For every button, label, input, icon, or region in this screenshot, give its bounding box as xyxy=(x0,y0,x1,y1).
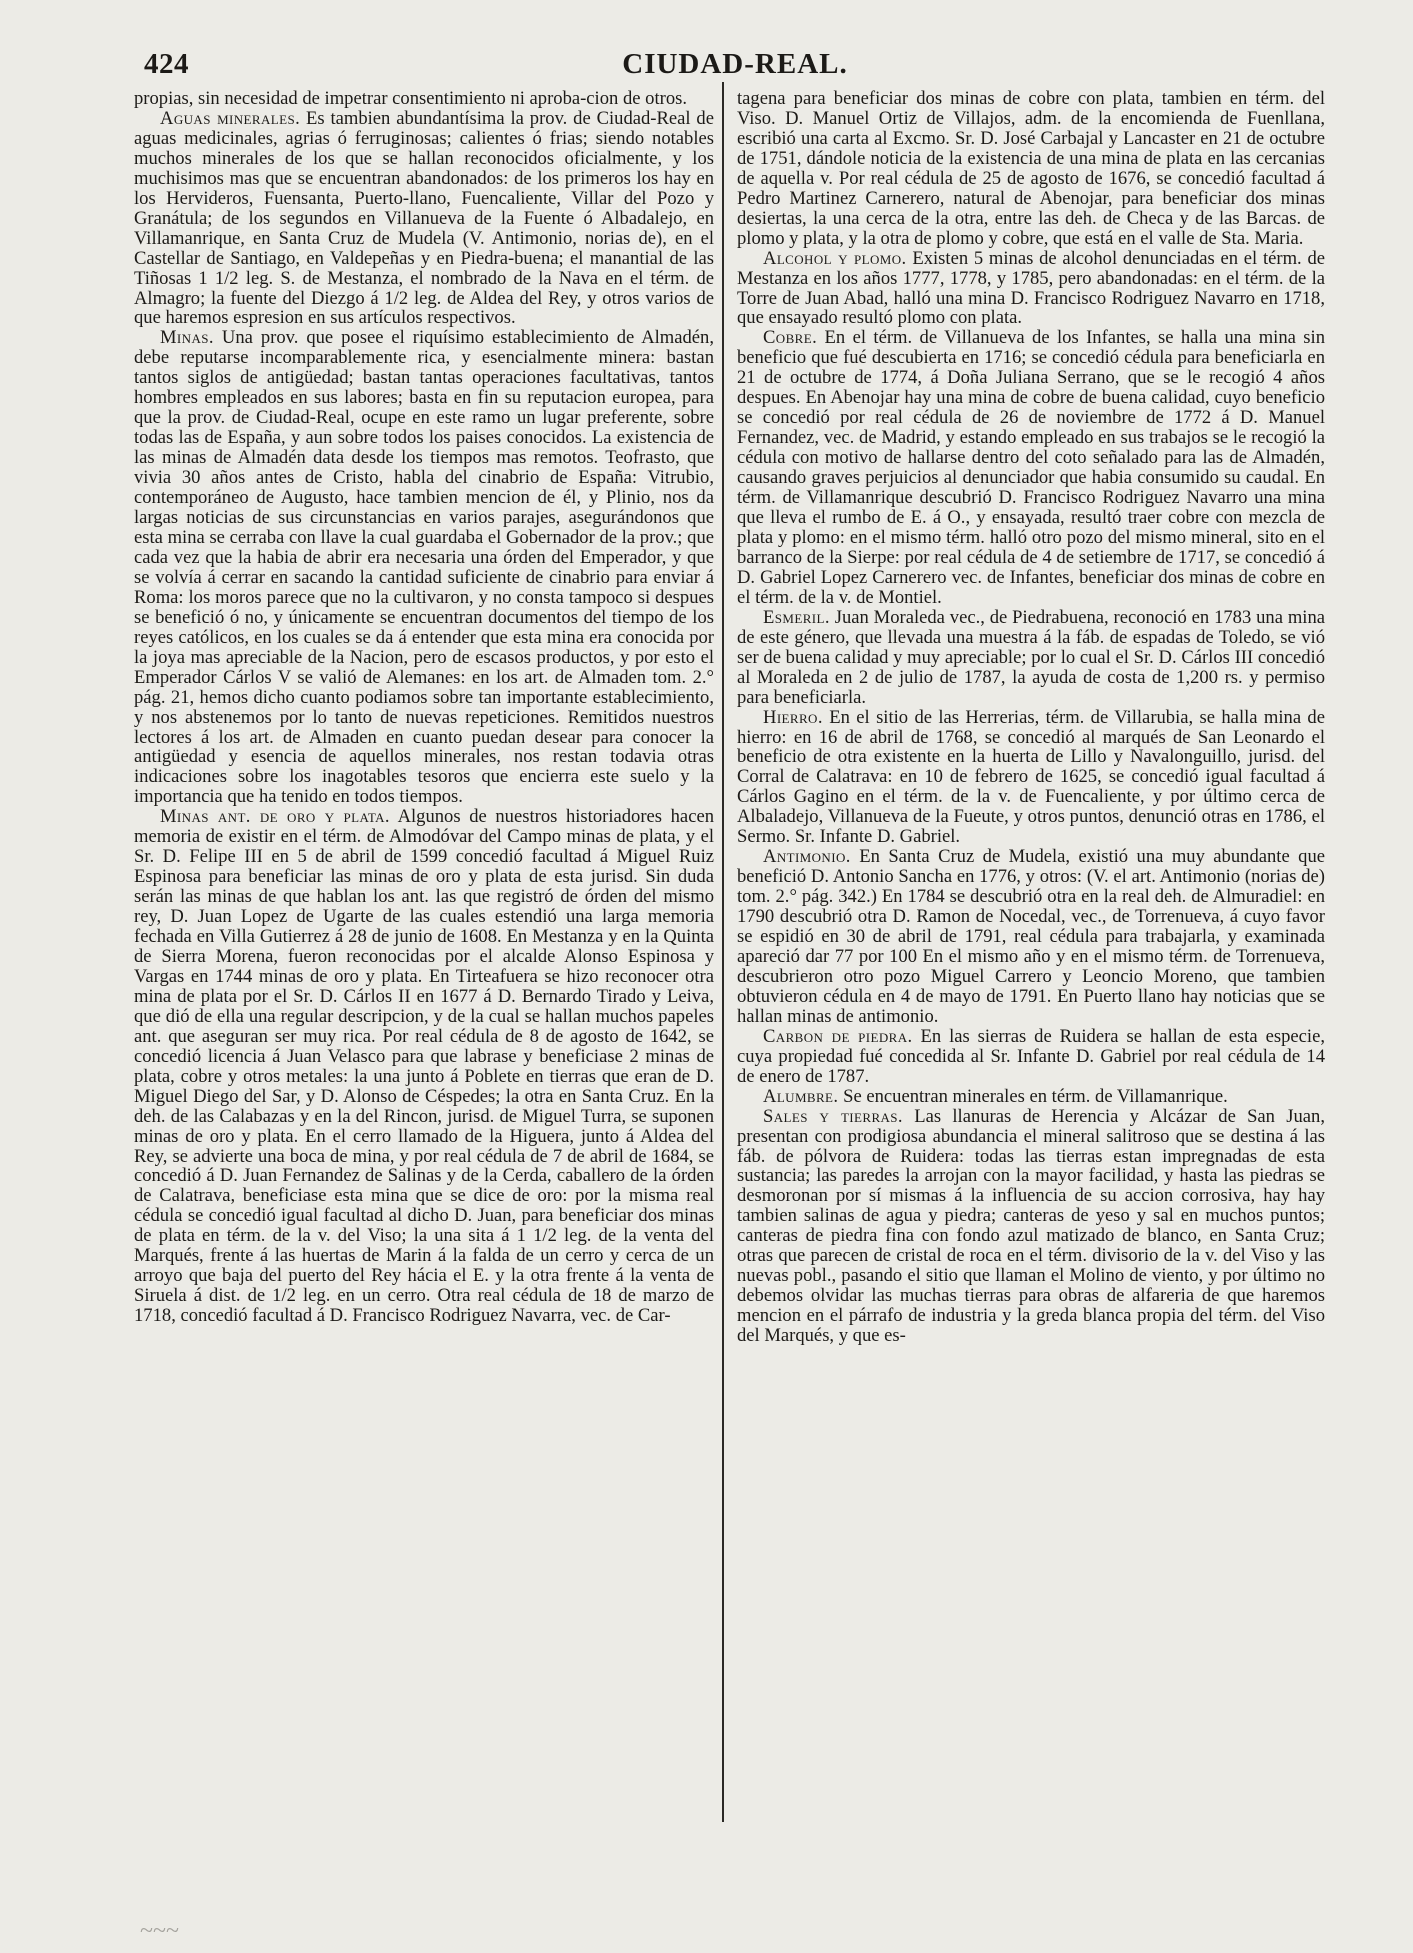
paragraph-text: Algunos de nuestros historiadores hacen memoria de existir en el térm. de Almodóvar del Campo minas de plata, y el Sr. D. Felipe III en 5 de abril de 1599 concedió facultad á Miguel Ruiz Espinosa para beneficiar las minas de oro y plata de esta jurisd. Sin duda serán las minas de que hablan los ant. las que registró de órden del mismo rey, D. Juan Lopez de Ugarte de las cuales estendió una larga memoria fechada en Villa Gutierrez á 28 de junio de 1608. En Mestanza y en la Quinta de Sierra Morena, fueron reconocidas por el alcalde Alonso Espinosa y Vargas en 1744 minas de oro y plata. En Tirteafuera se hizo reconocer otra mina de plata por el Sr. D. Cárlos II en 1677 á D. Bernardo Tirado y Leiva, que dió de ella una regular descripcion, y de la cual se hallan muchos papeles ant. que aseguran ser muy rica. Por real cédula de 8 de agosto de 1642, se concedió licencia á Juan Velasco para que labrase y beneficiase 2 minas de plata, cobre y otros metales: la una junto á Poblete en tierras que eran de D. Miguel Diego del Sar, y D. Alonso de Céspedes; la otra en Santa Cruz. En la deh. de las Calabazas y en la del Rincon, jurisd. de Miguel Turra, se suponen minas de oro y plata. En el cerro llamado de la Higuera, junto á Aldea del Rey, se advierte una boca de mina, y por real cédula de 7 de abril de 1684, se concedió á D. Juan Fernandez de Salinas y de la Cerda, caballero de la órden de Calatrava, beneficiase esta mina que se dice de oro: por la misma real cédula se concedió igual facultad al dicho D. Juan, para beneficiar dos minas de plata en térm. de la v. del Viso; la una sita á 1 1/2 leg. de la venta del Marqués, frente á las huertas de Marin á la falda de un cerro y cerca de un arroyo que baja del puerto del Rey hácia el E. y la otra frente á la venta de Siruela á dist. de 1/2 leg. en un cerro. Otra real cédula de 18 de marzo de 1718, concedió facultad á D. Francisco Rodriguez Navarra, vec. de Car- xyxy=(134,806,714,1327)
paragraph-aguas-minerales xyxy=(134,109,714,328)
paragraph-minas xyxy=(134,328,714,807)
running-title: CIUDAD-REAL. xyxy=(622,48,848,80)
section-heading: Minas. xyxy=(160,327,214,349)
paragraph-esmeril xyxy=(737,608,1325,708)
paragraph-text: Es tambien abundantísima la prov. de Ciudad-Real de aguas medicinales, agrias ó ferruginosas; calientes ó frias; siendo notables muchos minerales de los que se hallan reconocidos oficialmente, y los muchisimos mas que se encuentran abandonados: de los primeros los hay en los Hervideros, Fuensanta, Puerto-llano, Fuencaliente, Villar del Pozo y Granátula; de los segundos en Villanueva de la Fuente ó Albadalejo, en Villamanrique, en Santa Cruz de Mudela (V. Antimonio, norias de), en el Castellar de Santiago, en Valdepeñas y en Piedra-buena; el manantial de las Tiñosas 1 1/2 leg. S. de Mestanza, el nombrado de la Nava en el térm. de Almagro; la fuente del Diezgo á 1/2 leg. de Aldea del Rey, y otros varios de que haremos espresion en sus artículos respectivos. xyxy=(134,107,714,329)
section-heading: Cobre. xyxy=(763,327,818,349)
section-heading: Hierro. xyxy=(763,706,823,728)
section-heading: Minas ant. de oro y plata. xyxy=(160,806,390,828)
column-divider xyxy=(722,82,724,1822)
left-column xyxy=(134,89,714,1326)
paragraph-cobre xyxy=(737,328,1325,607)
paragraph-text: Existen 5 minas de alcohol denunciadas en el térm. de Mestanza en los años 1777, 1778, y 1785, pero abandonadas: en el térm. de la Torre de Juan Abad, halló una mina D. Francisco Rodriguez Navarro en 1718, que ensayado resultó plomo con plata. xyxy=(737,247,1325,329)
section-heading: Alcohol y plomo. xyxy=(763,247,907,269)
right-column xyxy=(737,89,1325,1346)
paragraph-text: Las llanuras de Herencia y Alcázar de San Juan, presentan con prodigiosa abundancia el mineral salitroso que se destina á las fáb. de pólvora de Ruidera: todas las tierras estan impregnadas de esta sustancia; las paredes la arrojan con la mayor facilidad, y hasta las piedras se desmoronan por sí mismas á la influencia de su accion corrosiva, hay hay tambien salinas de agua y piedra; canteras de yeso y sal en muchos puntos; canteras de piedra fina con fondo azul matizado de blanco, en Santa Cruz; otras que parecen de cristal de roca en el térm. divisorio de la v. del Viso y las nuevas pobl., pasando el sitio que llaman el Molino de viento, y por último no debemos olvidar las muchas tierras para obras de alfareria de que haremos mencion en el párrafo de industria y la greda blanca propia del térm. del Viso del Marqués, y que es- xyxy=(737,1105,1325,1347)
paragraph-sales-tierras xyxy=(737,1107,1325,1346)
paragraph-text: En Santa Cruz de Mudela, existió una muy abundante que benefició D. Antonio Sancha en 1776, y otros: (V. el art. Antimonio (norias de) tom. 2.° pág. 342.) En 1784 se descubrió otra en la real deh. de Almuradiel: en 1790 descubrió otra D. Ramon de Nocedal, vec., de Torrenueva, á cuyo favor se espidió en 30 de abril de 1791, real cédula para trabajarla, y examinada apareció dar 77 por 100 En el mismo año y en el mismo térm. de Torrenueva, descubrieron otro pozo Miguel Carrero y Leoncio Moreno, que tambien obtuvieron cédula en 4 de mayo de 1791. En Puerto llano hay noticias que se hallan minas de antimonio. xyxy=(737,846,1325,1027)
paragraph-text: En las sierras de Ruidera se hallan de esta especie, cuya propiedad fué concedida al Sr. Infante D. Gabriel por real cédula de 14 de enero de 1787. xyxy=(737,1025,1325,1087)
paragraph-text: En el sitio de las Herrerias, térm. de Villarubia, se halla mina de hierro: en 16 de abril de 1768, se concedió al marqués de San Leonardo el beneficio de otra existente en la huerta de Lillo y Navalonguillo, jurisd. del Corral de Calatrava: en 10 de febrero de 1625, se concedió igual facultad á Cárlos Gagino en el térm. de la v. de Fuencaliente, y por último cerca de Albaladejo, Villanueva de la Fueute, y otros puntos, denunció otras en 1786, el Sermo. Sr. Infante D. Gabriel. xyxy=(737,706,1325,848)
footer-smudge-mark: ~~~ xyxy=(140,1918,179,1944)
paragraph-alumbre xyxy=(737,1087,1325,1107)
paragraph-minas-oro-plata xyxy=(134,807,714,1326)
section-heading: Antimonio. xyxy=(763,846,851,868)
section-heading: Alumbre. xyxy=(763,1085,839,1107)
paragraph-text: tagena para beneficiar dos minas de cobre con plata, tambien en térm. del Viso. D. Manuel Ortiz de Villajos, adm. de la encomienda de Fuenllana, escribió una carta al Excmo. Sr. D. José Carbajal y Lancaster en 21 de octubre de 1751, dándole noticia de la existencia de una mina de plata en las cercanias de aquella v. Por real cédula de 25 de agosto de 1676, se concedió facultad á Pedro Martinez Carnerero, natural de Abenojar, para beneficiar dos minas desiertas, la una cerca de la otra, entre las deh. de Checa y de las Barcas. de plomo y plata, y la otra de plomo y cobre, que está en el valle de Sta. Maria. xyxy=(737,88,1325,249)
paragraph-carbon-piedra xyxy=(737,1027,1325,1087)
section-heading: Sales y tierras. xyxy=(763,1105,903,1127)
section-heading: Esmeril. xyxy=(763,606,830,628)
section-heading: Carbon de piedra. xyxy=(763,1025,913,1047)
paragraph-continuation xyxy=(134,89,714,109)
paragraph-text: propias, sin necesidad de impetrar consentimiento ni aproba-cion de otros. xyxy=(134,88,688,109)
paragraph-text: Una prov. que posee el riquísimo establecimiento de Almadén, debe reputarse incomparablemente rica, y esencialmente minera: bastan tantos siglos de antigüedad; bastan tantas operaciones facultativas, tantos hombres empleados en sus labores; basta en fin su reputacion europea, para que la prov. de Ciudad-Real, ocupe en este ramo un lugar preferente, sobre todas las de España, y aun sobre todos los paises conocidos. La existencia de las minas de Almadén data desde los tiempos mas remotos. Teofrasto, que vivia 30 años antes de Cristo, habla del cinabrio de España: Vitrubio, contemporáneo de Augusto, hace tambien mencion de él, y Plinio, nos da largas noticias de sus circunstancias en varios parajes, asegurándonos que esta mina se cerraba con llave la cual guardaba el Gobernador de la prov.; que cada vez que la habia de abrir era necesaria una órden del Emperador, y que se volvía á cerrar en sacando la cantidad suficiente de cinabrio para enviar á Roma: los moros parece que no la cultivaron, y no consta tampoco si despues se benefició ó no, y únicamente se encuentran documentos del tiempo de los reyes católicos, en los cuales se da á entender que esta mina era conocida por la joya mas apreciable de la Nacion, pero de escasos productos, y por esto el Emperador Cárlos V se valió de Alemanes: en los art. de Almaden tom. 2.° pág. 21, hemos dicho cuanto podiamos sobre tan importante establecimiento, y nos abstenemos por lo tanto de nuevas repeticiones. Remitidos nuestros lectores á los art. de Almaden en cuanto puedan desear para conocer la antigüedad y esencia de aquellos minerales, nos restan todavia otras indicaciones sobre los inagotables tesoros que encierra este suelo y la importancia que ha tenido en todos tiempos. xyxy=(134,327,714,808)
paragraph-hierro xyxy=(737,708,1325,848)
section-heading: Aguas minerales. xyxy=(160,107,301,129)
page-number: 424 xyxy=(144,48,189,80)
paragraph-text: Juan Moraleda vec., de Piedrabuena, reconoció en 1783 una mina de este género, que llevada una muestra á la fáb. de espadas de Toledo, se vió ser de buena calidad y muy apreciable; por lo cual el Sr. D. Cárlos III concedió al Moraleda en 2 de julio de 1787, la ayuda de costa de 1,200 rs. y permiso para beneficiarla. xyxy=(737,606,1325,708)
paragraph-antimonio xyxy=(737,847,1325,1027)
paragraph-alcohol-plomo xyxy=(737,249,1325,329)
page-header xyxy=(140,46,1330,86)
paragraph-text: En el térm. de Villanueva de los Infantes, se halla una mina sin beneficio que fué descubierta en 1716; se concedió cédula para beneficiarla en 21 de octubre de 1774, á Doña Juliana Serrano, que se le recogió 4 años despues. En Abenojar hay una mina de cobre de buena calidad, cuyo beneficio se concedió por real cédula de 26 de noviembre de 1772 á D. Manuel Fernandez, vec. de Madrid, y estando empleado en sus trabajos se le recogió la cédula con motivo de hallarse dentro del coto señalado para las de Almadén, causando graves perjuicios al denunciador que habia consumido su caudal. En térm. de Villamanrique descubrió D. Francisco Rodriguez Navarro una mina que lleva el rumbo de E. á O., y ensayada, resultó traer cobre con mezcla de plata y plomo: en el mismo térm. halló otro pozo del mismo mineral, sito en el barranco de la Sierpe: por real cédula de 4 de setiembre de 1717, se concedió á D. Gabriel Lopez Carnerero vec. de Infantes, beneficiar dos minas de cobre en el térm. de la v. de Montiel. xyxy=(737,327,1325,608)
paragraph-text: Se encuentran minerales en térm. de Villamanrique. xyxy=(838,1085,1228,1107)
paragraph-continuation xyxy=(737,89,1325,249)
